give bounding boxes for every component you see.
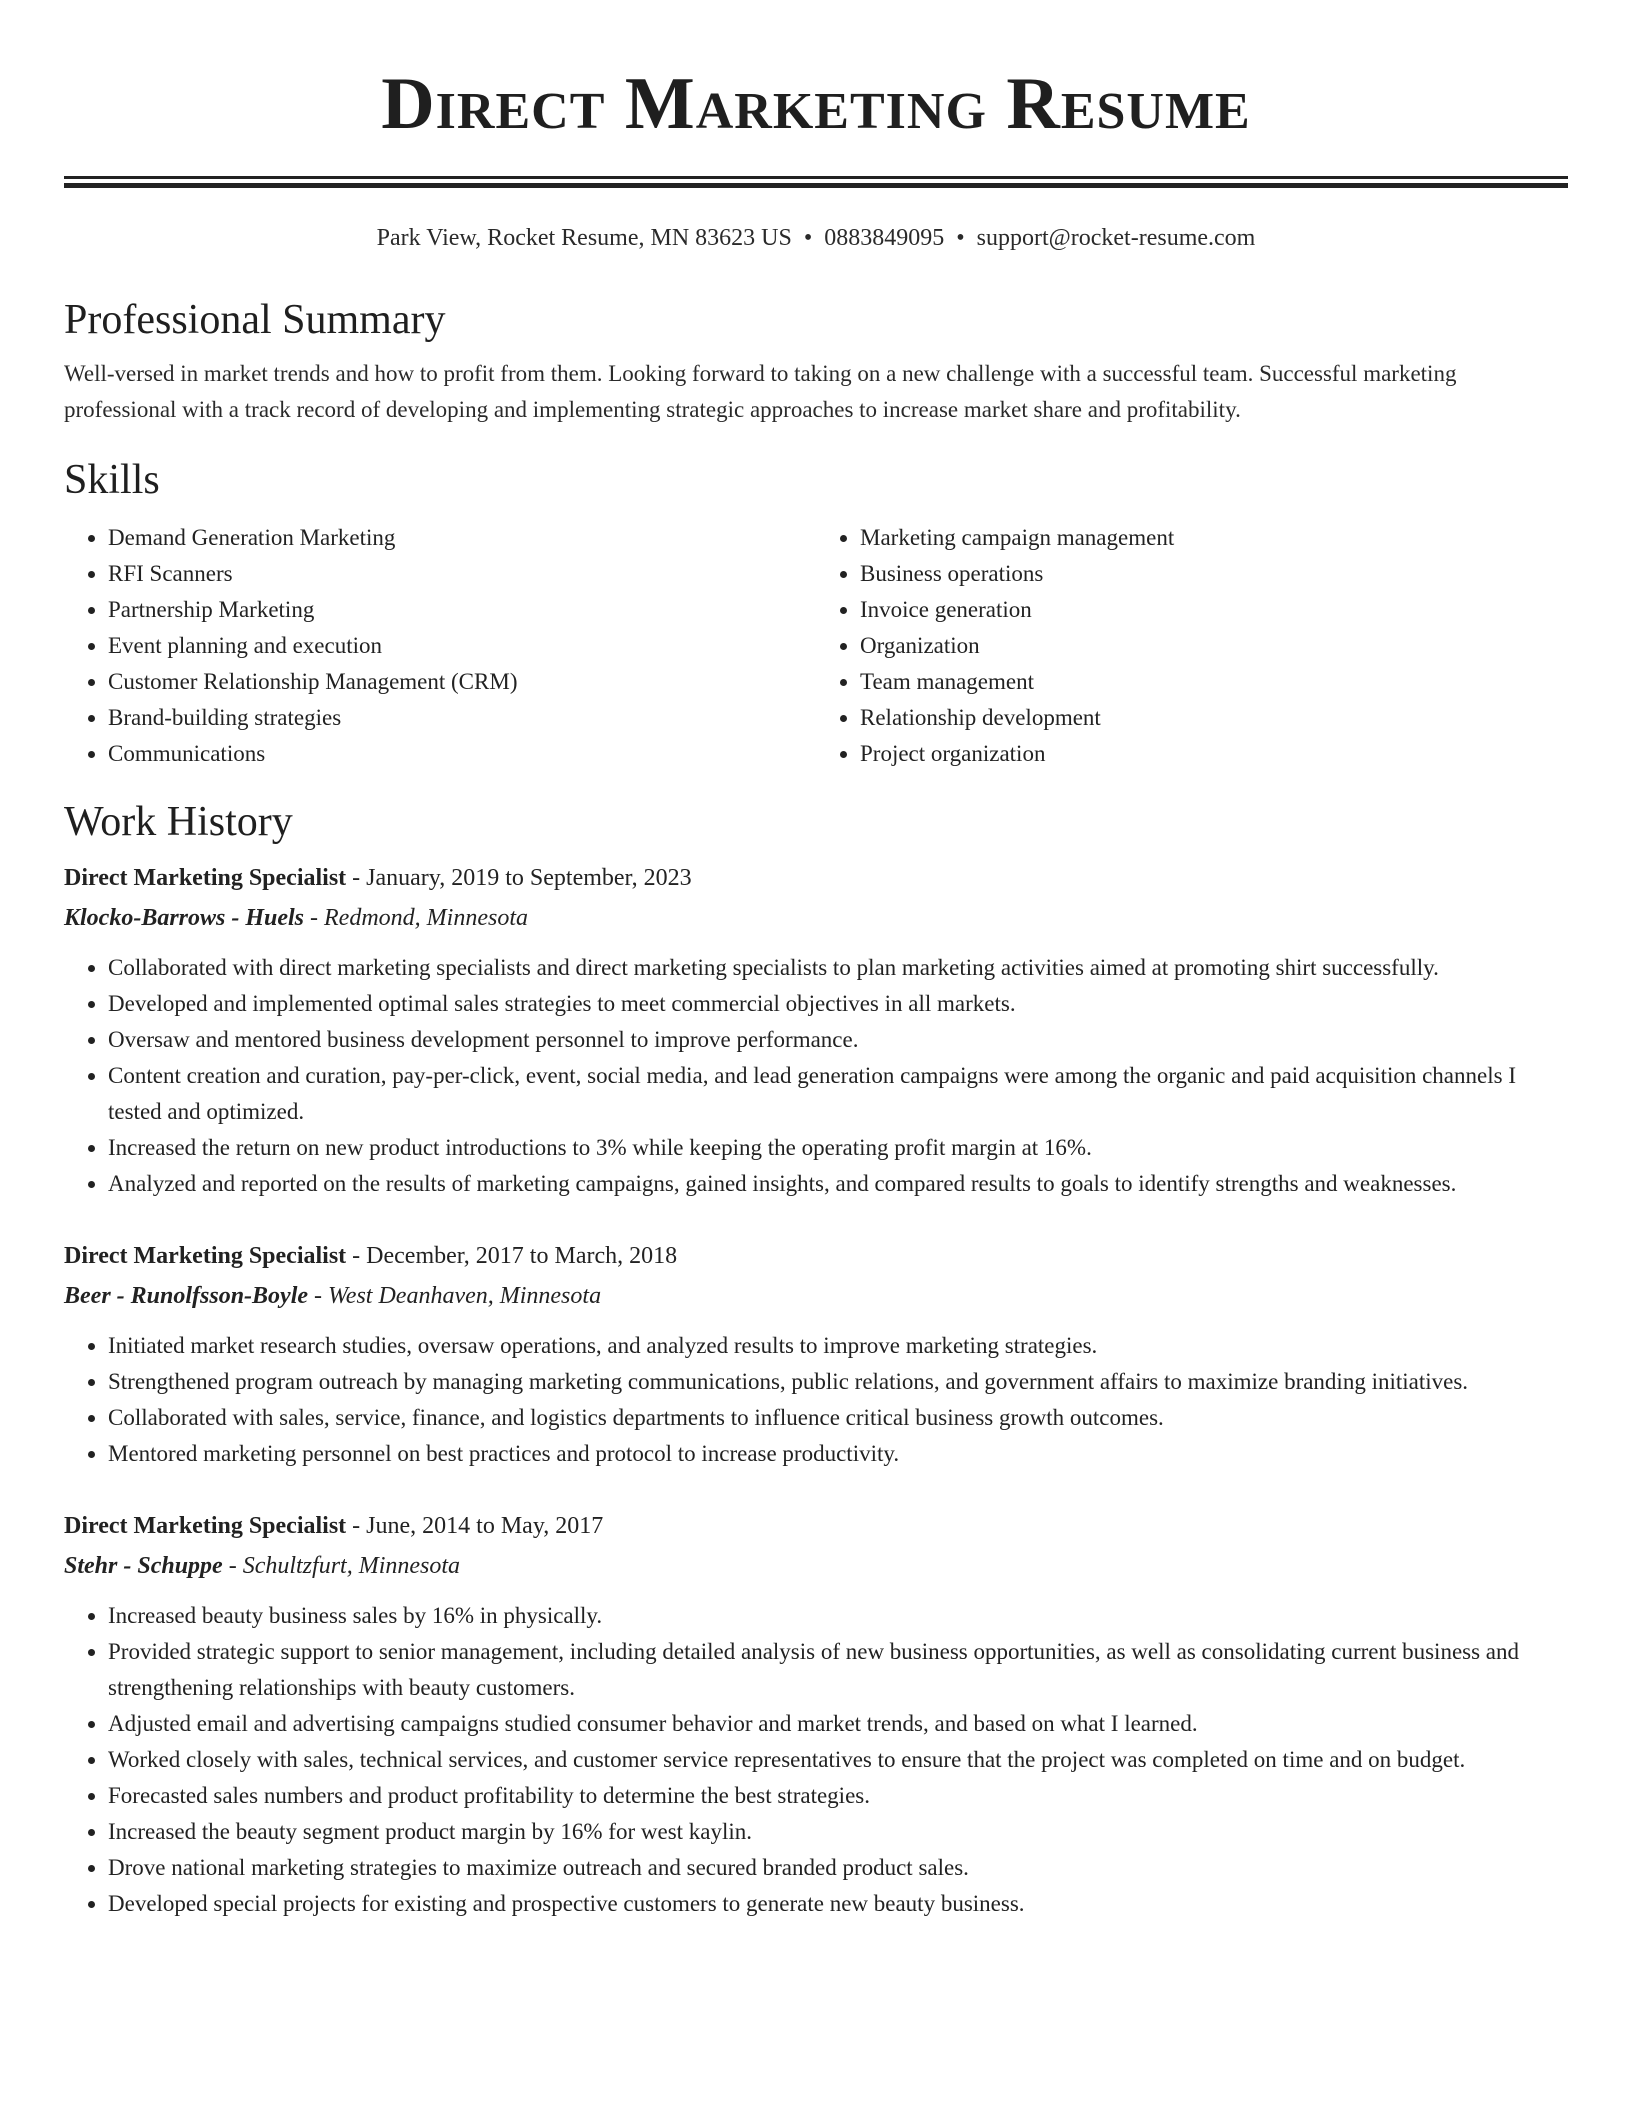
contact-line xyxy=(64,222,1568,254)
skill-item: • Team management xyxy=(860,664,1568,700)
skill-item: • Event planning and execution xyxy=(108,628,816,664)
job-bullet: • Oversaw and mentored business development personnel to improve performance. xyxy=(108,1022,1568,1058)
skill-item: • RFI Scanners xyxy=(108,556,816,592)
job-dates: - December, 2017 to March, 2018 xyxy=(346,1243,678,1269)
job-bullet: • Increased beauty business sales by 16% in physically. xyxy=(108,1598,1568,1634)
contact-separator: • xyxy=(803,225,813,251)
job-bullet: • Developed special projects for existing and prospective customers to generate new beauty business. xyxy=(108,1886,1568,1922)
skill-item: • Relationship development xyxy=(860,700,1568,736)
summary-heading: Professional Summary xyxy=(64,297,446,343)
skills-grid xyxy=(64,520,1568,772)
job-bullet: • Increased the beauty segment product margin by 16% for west kaylin. xyxy=(108,1814,1568,1850)
skill-item: • Customer Relationship Management (CRM) xyxy=(108,664,816,700)
contact-separator: • xyxy=(956,225,965,251)
job-bullet: • Collaborated with direct marketing specialists and direct marketing specialists to plan marketing activities aimed at promoting shirt successfully. xyxy=(108,950,1568,986)
job-bullet: • Collaborated with sales, service, finance, and logistics departments to influence critical business growth outcomes. xyxy=(108,1400,1568,1436)
company-location: - Schultzfurt, Minnesota xyxy=(222,1553,461,1579)
skills-list-left xyxy=(64,520,816,772)
job-bullet: • Worked closely with sales, technical services, and customer service representatives to ensure that the project was completed on time and on budget. xyxy=(108,1742,1568,1778)
skill-item: • Organization xyxy=(860,628,1568,664)
company-line xyxy=(64,898,1568,938)
job-bullet: • Strengthened program outreach by managing marketing communications, public relations, and government affairs to maximize branding initiatives. xyxy=(108,1364,1568,1400)
skill-item: • Communications xyxy=(108,736,816,772)
job-dates: - January, 2019 to September, 2023 xyxy=(346,865,692,891)
skill-item: • Demand Generation Marketing xyxy=(108,520,816,556)
job-bullet-list xyxy=(64,950,1568,1202)
job-bullet: • Increased the return on new product introductions to 3% while keeping the operating profit margin at 16%. xyxy=(108,1130,1568,1166)
job-title: Direct Marketing Specialist xyxy=(64,865,347,891)
company-name: Beer - Runolfsson-Boyle xyxy=(64,1283,309,1309)
skills-list-right xyxy=(816,520,1568,772)
job-dates: - June, 2014 to May, 2017 xyxy=(346,1513,604,1539)
summary-section xyxy=(64,294,1568,428)
skill-item: • Brand-building strategies xyxy=(108,700,816,736)
company-name: Klocko-Barrows - Huels xyxy=(64,905,305,931)
job-bullet-list xyxy=(64,1328,1568,1472)
job-title: Direct Marketing Specialist xyxy=(64,1513,347,1539)
skill-item: • Project organization xyxy=(860,736,1568,772)
job-bullet: • Provided strategic support to senior management, including detailed analysis of new business opportunities, as well as consolidating current business and strengthening relationships with beauty customers. xyxy=(108,1634,1568,1706)
company-line xyxy=(64,1546,1568,1586)
job-title-line xyxy=(64,1506,1568,1546)
company-name: Stehr - Schuppe xyxy=(64,1553,223,1579)
company-location: - Redmond, Minnesota xyxy=(304,905,528,931)
job-bullet: • Analyzed and reported on the results of marketing campaigns, gained insights, and compared results to goals to identify strengths and weaknesses. xyxy=(108,1166,1568,1202)
summary-text: Well-versed in market trends and how to profit from them. Looking forward to taking on a new challenge with a successful team. Successful marketing professional with a track record of developing and implementing strategic approaches to increase market share and profitability. xyxy=(64,361,1457,422)
job-bullet: • Adjusted email and advertising campaigns studied consumer behavior and market trends, and based on what I learned. xyxy=(108,1706,1568,1742)
job-bullet: • Drove national marketing strategies to maximize outreach and secured branded product sales. xyxy=(108,1850,1568,1886)
job-title: Direct Marketing Specialist xyxy=(64,1243,347,1269)
skill-item: • Business operations xyxy=(860,556,1568,592)
skill-item: • Invoice generation xyxy=(860,592,1568,628)
contact-email: support@rocket-resume.com xyxy=(976,225,1256,251)
company-location: - West Deanhaven, Minnesota xyxy=(308,1283,602,1309)
work-history-section xyxy=(64,796,1568,1922)
skill-item: • Marketing campaign management xyxy=(860,520,1568,556)
job-bullet: • Developed and implemented optimal sales strategies to meet commercial objectives in all markets. xyxy=(108,986,1568,1022)
job-title-line xyxy=(64,1236,1568,1276)
job-entry xyxy=(64,1236,1568,1472)
job-entry xyxy=(64,858,1568,1202)
resume-title: Direct Marketing Resume xyxy=(381,63,1251,145)
job-title-line xyxy=(64,858,1568,898)
job-bullet: • Initiated market research studies, oversaw operations, and analyzed results to improve marketing strategies. xyxy=(108,1328,1568,1364)
skill-item: • Partnership Marketing xyxy=(108,592,816,628)
job-entry xyxy=(64,1506,1568,1922)
job-bullet: • Forecasted sales numbers and product profitability to determine the best strategies. xyxy=(108,1778,1568,1814)
skills-heading: Skills xyxy=(64,457,160,503)
job-bullet-list xyxy=(64,1598,1568,1922)
title-divider xyxy=(64,176,1568,188)
job-bullet: • Content creation and curation, pay-per-click, event, social media, and lead generation campaigns were among the organic and paid acquisition channels I tested and optimized. xyxy=(108,1058,1568,1130)
contact-address: Park View, Rocket Resume, MN 83623 US xyxy=(376,225,792,251)
skills-section xyxy=(64,454,1568,772)
contact-phone: 0883849095 xyxy=(824,225,945,251)
job-bullet: • Mentored marketing personnel on best practices and protocol to increase productivity. xyxy=(108,1436,1568,1472)
company-line xyxy=(64,1276,1568,1316)
work-history-heading: Work History xyxy=(64,799,293,845)
